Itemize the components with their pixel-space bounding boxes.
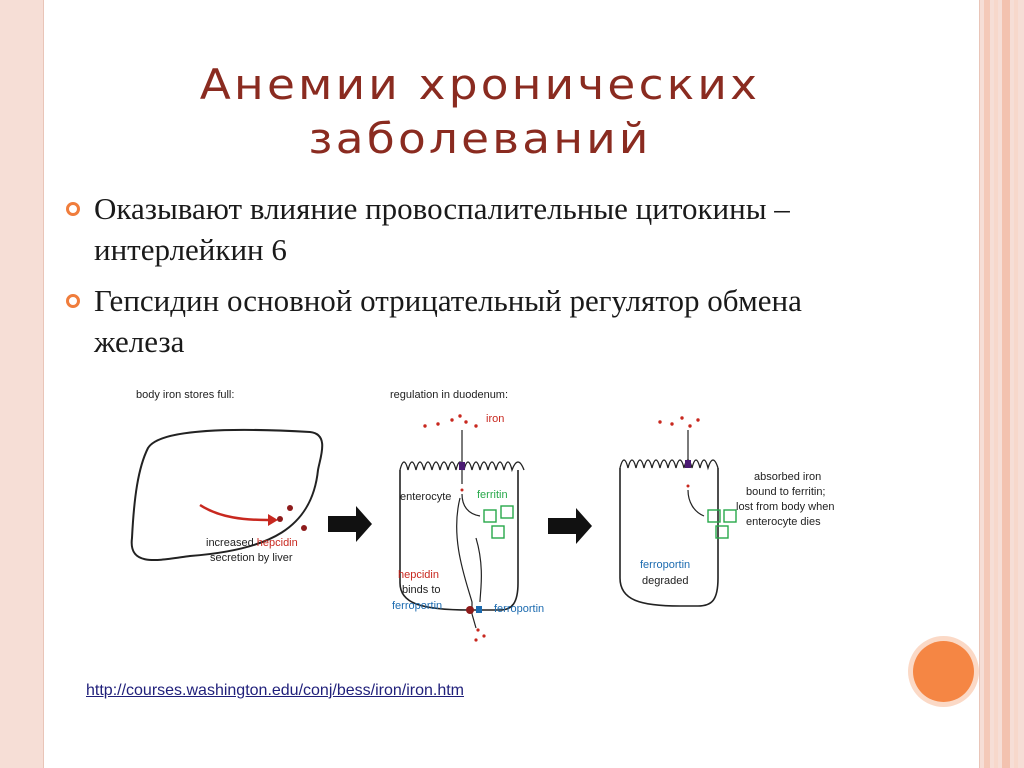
iron-dot <box>687 485 690 488</box>
bullet-list <box>64 188 864 372</box>
ferritin-box <box>492 526 504 538</box>
absorbed-line-1: absorbed iron <box>754 471 822 483</box>
ferroportin-icon <box>476 606 482 613</box>
right-arrow-icon <box>328 506 372 542</box>
slide-title <box>91 58 869 166</box>
source-link[interactable]: http://courses.washington.edu/conj/bess/iron/iron.htm <box>86 682 464 699</box>
ferritin-box <box>484 510 496 522</box>
hepcidin-dot <box>301 525 307 531</box>
exported-iron-dot <box>482 634 485 637</box>
secretion-label: secretion by liver <box>210 552 293 564</box>
ferritin-box <box>724 510 736 522</box>
iron-dot <box>461 489 464 492</box>
hepcidin-arrowhead-icon <box>268 514 278 526</box>
microvilli <box>620 460 718 468</box>
transporter-icon <box>459 462 465 470</box>
hepcidin-dot <box>277 516 283 522</box>
iron-dots <box>423 414 477 427</box>
increased-hepcidin-label: increased hepcidin <box>206 537 298 549</box>
hepcidin-diagram <box>120 378 860 658</box>
bullet-circle-icon <box>66 202 80 216</box>
degraded-label: degraded <box>642 575 689 587</box>
bullet-circle-icon <box>66 294 80 308</box>
iron-export-path <box>457 498 472 614</box>
ferroportin-right-label: ferroportin <box>494 603 545 615</box>
ferroportin-left-label: ferroportin <box>392 600 443 612</box>
decorative-orange-circle <box>913 641 974 702</box>
title-line-2: заболеваний <box>308 114 652 164</box>
absorbed-line-4: enterocyte dies <box>746 516 821 528</box>
enterocyte-label: enterocyte <box>400 491 452 503</box>
transporter-icon <box>685 460 691 468</box>
iron-label: iron <box>486 413 505 425</box>
ferritin-label: ferritin <box>477 489 508 501</box>
bullet-item <box>64 188 864 270</box>
hepcidin-arrow-icon <box>200 505 268 520</box>
ferroportin-p3-label: ferroportin <box>640 559 691 571</box>
ferritin-box <box>501 506 513 518</box>
panel1-title: body iron stores full: <box>136 389 235 401</box>
bullet-text: Гепсидин основной отрицательный регулятор обмена железа <box>94 283 802 359</box>
bullet-item <box>64 280 864 362</box>
absorbed-line-2: bound to ferritin; <box>746 486 826 498</box>
iron-dots <box>658 416 699 427</box>
hepcidin-bound-dot <box>466 606 474 614</box>
absorbed-line-3: lost from body when <box>736 501 835 513</box>
export-line <box>472 614 476 628</box>
right-arrow-icon <box>548 508 592 544</box>
panel2-title: regulation in duodenum: <box>390 389 509 401</box>
bullet-text: Оказывают влияние провоспалительные цитокины – интерлейкин 6 <box>94 191 790 267</box>
decorative-stripes <box>984 0 1024 768</box>
title-line-1: Анемии хронических <box>199 60 761 110</box>
exported-iron-dot <box>476 628 479 631</box>
exported-iron-dot <box>474 638 477 641</box>
binds-to-label: binds to <box>402 584 441 596</box>
ferritin-arrow <box>688 490 704 516</box>
hepcidin-dot <box>287 505 293 511</box>
iron-export-path <box>476 538 481 602</box>
hepcidin-binds-label: hepcidin <box>398 569 439 581</box>
